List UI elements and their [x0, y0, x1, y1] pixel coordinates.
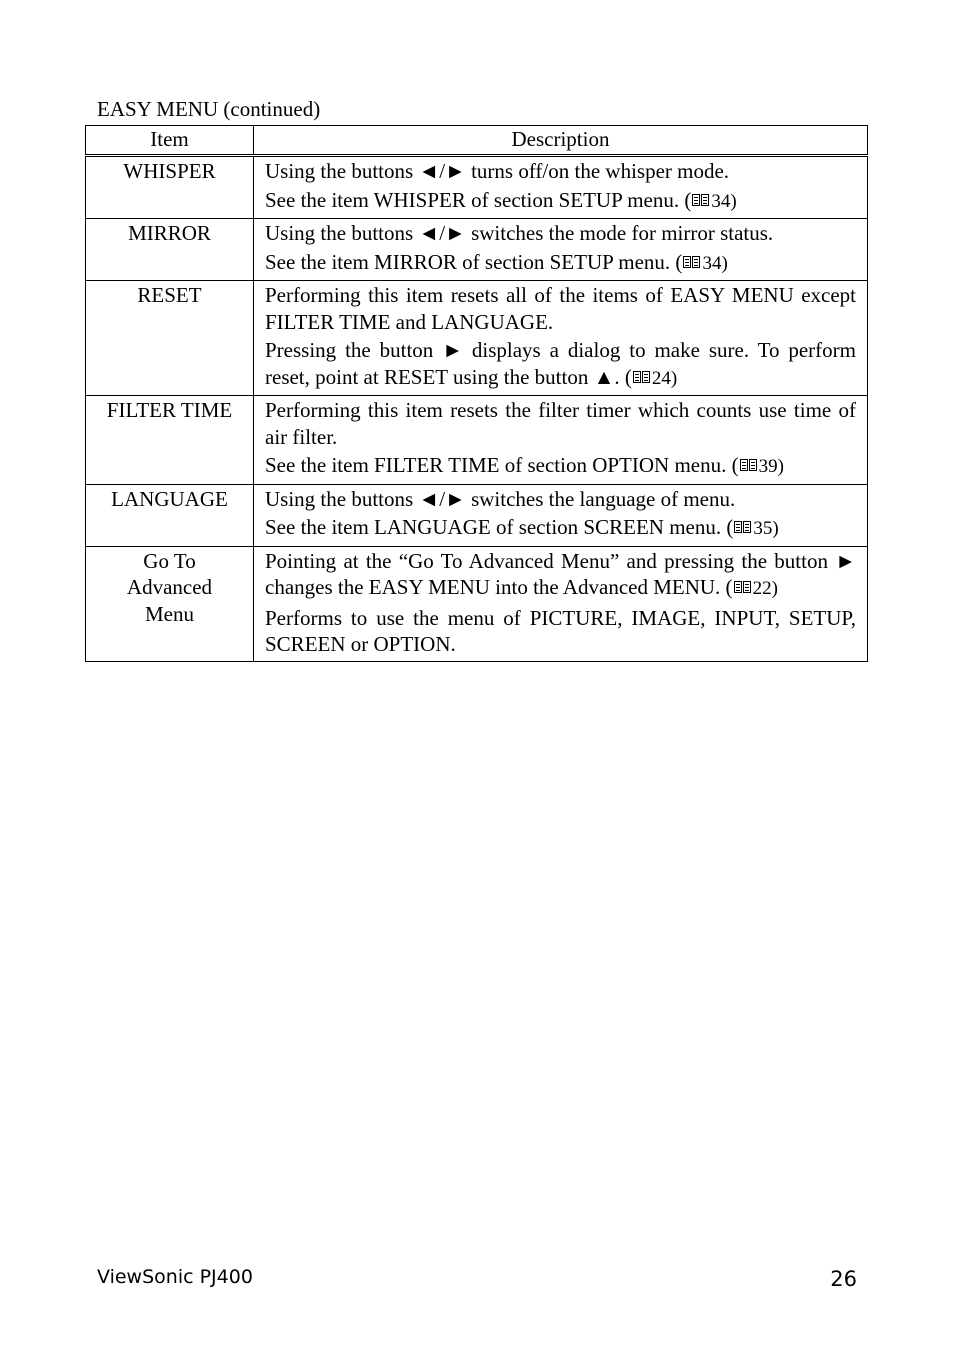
description-text: Performing this item resets all of the items of EASY MENU except FILTER TIME and LANGUAGE.	[265, 283, 856, 334]
item-cell	[86, 156, 254, 219]
table-row	[86, 219, 868, 281]
item-cell	[86, 546, 254, 661]
description-text: Pressing the button ► displays a dialog to make sure. To perform reset, point at RESET using the button ▲. (	[265, 338, 856, 389]
description-text: See the item FILTER TIME of section OPTION menu. (	[265, 453, 739, 477]
table-row	[86, 281, 868, 396]
table-body	[86, 156, 868, 662]
header-item: Item	[86, 126, 254, 156]
easy-menu-table	[85, 125, 868, 662]
item-name: WHISPER	[123, 159, 216, 183]
table-row	[86, 396, 868, 485]
page-reference	[733, 518, 778, 539]
description-cell	[254, 484, 868, 546]
description-paragraph	[265, 605, 856, 658]
description-cell	[254, 281, 868, 396]
page-reference	[733, 578, 778, 599]
description-cell	[254, 156, 868, 219]
description-paragraph	[265, 337, 856, 392]
book-icon	[632, 369, 651, 385]
description-paragraph	[265, 220, 856, 247]
description-paragraph	[265, 249, 856, 278]
header-description: Description	[254, 126, 868, 156]
description-paragraph	[265, 187, 856, 216]
description-cell	[254, 546, 868, 661]
reference-page: 22)	[752, 578, 778, 599]
item-cell	[86, 281, 254, 396]
page-number: 26	[830, 1267, 857, 1291]
page-reference	[632, 368, 677, 389]
reference-page: 39)	[758, 456, 784, 477]
description-text: See the item MIRROR of section SETUP menu. (	[265, 249, 683, 274]
description-text: Using the buttons ◄/► switches the mode for mirror status.	[265, 221, 774, 245]
description-paragraph	[265, 514, 856, 543]
item-name: MIRROR	[128, 221, 211, 245]
item-name: Menu	[145, 601, 194, 626]
book-icon	[733, 519, 752, 535]
description-paragraph	[265, 397, 856, 450]
item-cell	[86, 396, 254, 485]
reference-page: 24)	[651, 367, 678, 389]
book-icon	[739, 457, 758, 473]
item-name: Go To	[143, 548, 196, 573]
book-icon	[682, 254, 701, 270]
table-row	[86, 156, 868, 219]
description-cell	[254, 219, 868, 281]
description-paragraph	[265, 282, 856, 335]
description-text: Using the buttons ◄/► turns off/on the whisper mode.	[265, 159, 730, 183]
book-icon	[733, 579, 752, 595]
reference-page: 35)	[753, 518, 779, 539]
description-text: Using the buttons ◄/► switches the language of menu.	[265, 486, 736, 511]
item-cell	[86, 219, 254, 281]
table-row	[86, 546, 868, 661]
description-text: Pointing at the “Go To Advanced Menu” and pressing the button ► changes the EASY MENU into the Advanced MENU. (	[265, 548, 856, 599]
description-text: See the item WHISPER of section SETUP menu. (	[265, 187, 692, 212]
table-caption: EASY MENU (continued)	[97, 97, 321, 121]
item-cell	[86, 484, 254, 546]
footer-brand: ViewSonic PJ400	[97, 1266, 253, 1288]
table-header-row	[86, 126, 868, 156]
description-paragraph	[265, 158, 856, 185]
description-text: Performs to use the menu of PICTURE, IMAGE, INPUT, SETUP, SCREEN or OPTION.	[265, 605, 856, 656]
item-name: RESET	[137, 283, 202, 307]
description-paragraph	[265, 548, 856, 603]
description-text: Performing this item resets the filter timer which counts use time of air filter.	[265, 398, 856, 449]
reference-page: 34)	[711, 190, 737, 212]
item-name: FILTER TIME	[106, 398, 233, 422]
description-paragraph	[265, 452, 856, 481]
page-reference	[739, 456, 784, 477]
reference-page: 34)	[702, 252, 728, 274]
page-reference	[691, 191, 736, 212]
book-icon	[691, 192, 710, 208]
item-name: Advanced	[126, 575, 213, 599]
description-cell	[254, 396, 868, 485]
table-row	[86, 484, 868, 546]
page-reference	[682, 253, 727, 274]
description-text: See the item LANGUAGE of section SCREEN menu. (	[265, 515, 734, 539]
description-paragraph	[265, 486, 856, 513]
item-name: LANGUAGE	[111, 486, 228, 511]
